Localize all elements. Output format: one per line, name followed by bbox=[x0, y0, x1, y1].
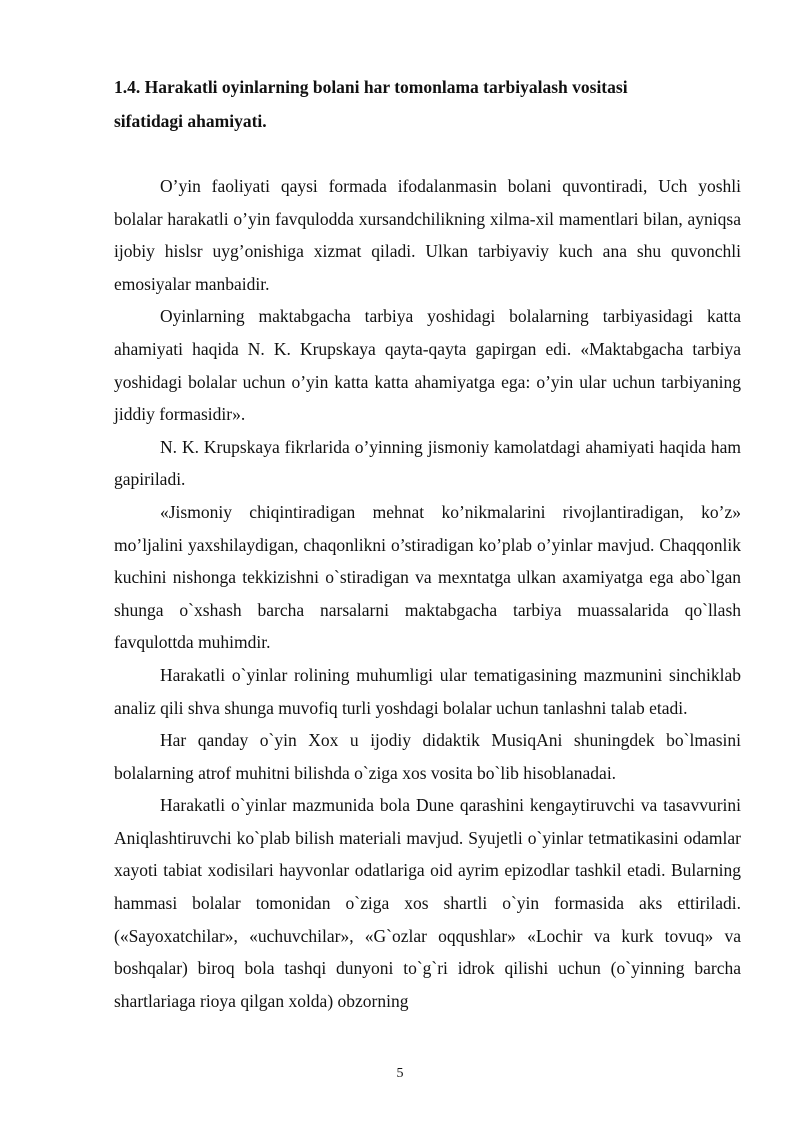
heading-line-2: sifatidagi ahamiyati. bbox=[114, 111, 267, 131]
paragraph: Harakatli o`yinlar mazmunida bola Dune qarashini kengaytiruvchi va tasavvurini Aniqlashtiruvchi ko`plab bilish materiali mavjud. Syujetli o`yinlar tetmatikasini odamlar xayoti tabiat xodisilari hayvonlar odatlariga oid ayrim epizodlar tashkil etadi. Bularning hammasi bolalar tomonidan o`ziga xos shartli o`yin formasida aks ettiriladi. («Sayoxatchilar», «uchuvchilar», «G`ozlar oqqushlar» «Lochir va kurk tovuq» va boshqalar) biroq bola tashqi dunyoni to`g`ri idrok qilishi uchun (o`yinning barcha shartlariaga rioya qilgan xolda) obzorning bbox=[114, 795, 741, 1011]
page-number: 5 bbox=[396, 1066, 404, 1081]
paragraph: Oyinlarning maktabgacha tarbiya yoshidagi bolalarning tarbiyasidagi katta ahamiyati haqida N. K. Krupskaya qayta-qayta gapirgan edi. «Maktabgacha tarbiya yoshidagi bolalar uchun o’yin katta katta ahamiyatga ega: o’yin ular uchun tarbiyaning jiddiy formasidir». bbox=[114, 306, 741, 425]
section-heading bbox=[114, 70, 714, 138]
paragraph: O’yin faoliyati qaysi formada ifodalanmasin bolani quvontiradi, Uch yoshli bolalar harakatli o’yin favqulodda xursandchilikning xilma-xil mamentlari bilan, ayniqsa ijobiy hislsr uyg’onishiga xizmat qiladi. Ulkan tarbiyaviy kuch ana shu quvonchli emosiyalar manbaidir. bbox=[114, 176, 741, 294]
heading-line-1: 1.4. Harakatli oyinlarning bolani har tomonlama tarbiyalash vositasi bbox=[114, 77, 628, 97]
paragraph: Har qanday o`yin Xox u ijodiy didaktik MusiqAni shuningdek bo`lmasini bolalarning atrof muhitni bilishda o`ziga xos vosita bo`lib hisoblanadai. bbox=[114, 730, 741, 783]
paragraph: N. K. Krupskaya fikrlarida o’yinning jismoniy kamolatdagi ahamiyati haqida ham gapiriladi. bbox=[114, 436, 741, 490]
body-text bbox=[114, 170, 741, 1017]
paragraph: Harakatli o`yinlar rolining muhumligi ular tematigasining mazmunini sinchiklab analiz qili shva shunga muvofiq turli yoshdagi bolalar uchun tanlashni talab etadi. bbox=[114, 664, 741, 718]
paragraph: «Jismoniy chiqintiradigan mehnat ko’nikmalarini rivojlantiradigan, ko’z» mo’ljalini yaxshilaydigan, chaqonlikni o’stiradigan ko’plab o’yinlar mavjud. Chaqqonlik kuchini nishonga tekkizishni o`stiradigan va mexntatga ulkan axamiyatga ega abo`lgan shunga o`xshash barcha narsalarni maktabgacha tarbiya muassalarida qo`llash favqulottda muhimdir. bbox=[114, 501, 741, 653]
